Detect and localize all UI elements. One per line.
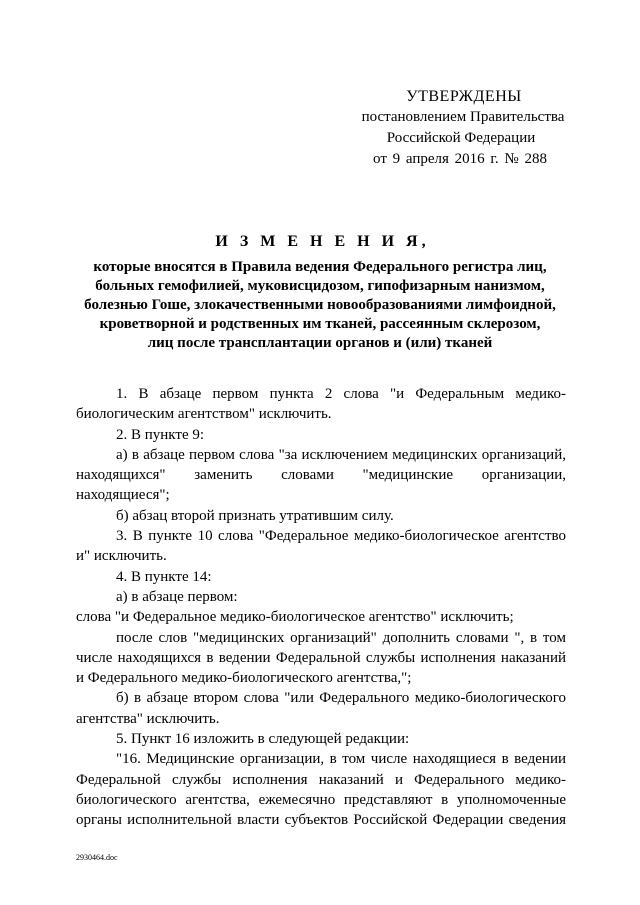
subheading-line: лиц после трансплантации органов и (или) тканей — [147, 335, 493, 351]
subheading-line: кроветворной и родственных им тканей, рассеянным склерозом, — [99, 316, 541, 332]
document-subheading — [60, 258, 580, 353]
paragraph-2a-line-2: находящихся" заменить словами "медицинские организации, — [76, 467, 566, 484]
paragraph-5-quote-line-1: "16. Медицинские организации, в том числе находящиеся в ведении — [116, 751, 566, 768]
paragraph-5-quote-line-3: биологического агентства, ежемесячно представляют в уполномоченные — [76, 791, 566, 808]
subheading-line: больных гемофилией, муковисцидозом, гипофизарным нанизмом, — [95, 278, 545, 294]
paragraph-1-line-2: биологическим агентством" исключить. — [76, 406, 332, 423]
approval-line-date: от 9 апреля 2016 г. № 288 — [373, 151, 547, 167]
paragraph-5-quote-line-4: органы исполнительной власти субъектов Российской Федерации сведения — [76, 812, 566, 829]
footer-file-name: 2930464.doc — [76, 853, 118, 862]
paragraph-2: 2. В пункте 9: — [116, 426, 205, 443]
paragraph-4b-line-1: б) в абзаце втором слова "или Федерального медико-биологического — [116, 690, 566, 707]
paragraph-3-line-1: 3. В пункте 10 слова "Федеральное медико-биологическое агентство — [116, 528, 566, 545]
paragraph-4a-item-1: слова "и Федеральное медико-биологическое агентство" исключить; — [76, 609, 514, 626]
paragraph-4: 4. В пункте 14: — [116, 568, 212, 585]
paragraph-4a-item-2-line-3: и Федерального медико-биологического агентства,"; — [76, 670, 412, 687]
approval-line-country: Российской Федерации — [386, 130, 536, 146]
paragraph-5-quote-line-2: Федеральной службы исполнения наказаний и Федерального медико- — [76, 771, 566, 788]
paragraph-3-line-2: и" исключить. — [76, 548, 167, 565]
document-body — [76, 384, 566, 831]
approval-line-decree: постановлением Правительства — [361, 109, 565, 125]
paragraph-4b-line-2: агентства" исключить. — [76, 710, 220, 727]
subheading-line: болезнью Гоше, злокачественными новообразованиями лимфоидной, — [84, 297, 556, 313]
paragraph-2a-line-3: находящиеся"; — [76, 487, 170, 504]
approval-stamp: УТВЕРЖДЕНЫ — [406, 88, 522, 105]
document-heading: И З М Е Н Е Н И Я, — [215, 233, 430, 250]
subheading-line: которые вносятся в Правила ведения Федерального регистра лиц, — [93, 259, 547, 275]
paragraph-4a: а) в абзаце первом: — [116, 588, 238, 605]
paragraph-4a-item-2-line-2: числе находящихся в ведении Федеральной службы исполнения наказаний — [76, 649, 566, 666]
approval-block — [330, 86, 580, 170]
paragraph-4a-item-2-line-1: после слов "медицинских организаций" дополнить словами ", в том — [116, 629, 566, 646]
paragraph-2a-line-1: а) в абзаце первом слова "за исключением медицинских организаций, — [116, 446, 566, 463]
paragraph-1-line-1: 1. В абзаце первом пункта 2 слова "и Федеральным медико- — [116, 386, 566, 402]
paragraph-5: 5. Пункт 16 изложить в следующей редакции: — [116, 731, 410, 748]
paragraph-2b: б) абзац второй признать утратившим силу. — [116, 507, 394, 524]
